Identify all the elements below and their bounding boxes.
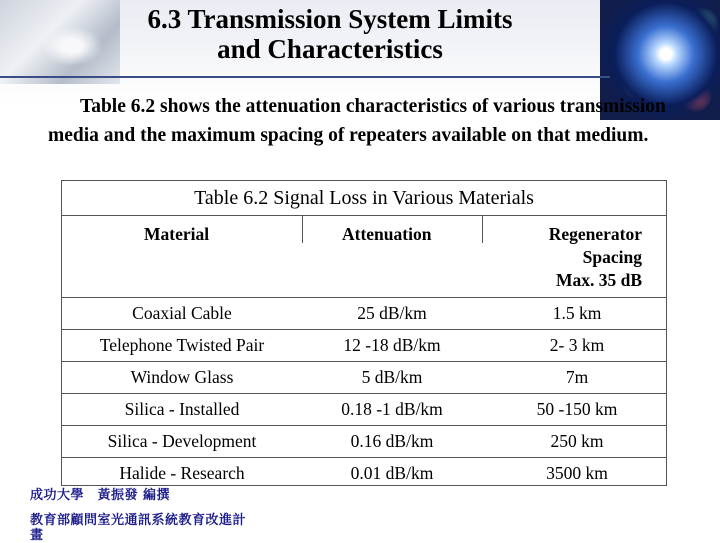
slide-title (60, 4, 600, 64)
cell-spacing: 250 km (550, 431, 604, 451)
title-line-2: and Characteristics (217, 34, 443, 64)
cell-spacing: 2- 3 km (549, 335, 605, 355)
header-material: Material (144, 224, 210, 244)
cell-attenuation: 0.16 dB/km (350, 431, 434, 451)
table-caption: Table 6.2 Signal Loss in Various Materials (62, 181, 666, 216)
header-regenerator-spacing (512, 223, 642, 292)
header-regen-line-1: Regenerator (548, 224, 642, 244)
cell-attenuation: 25 dB/km (357, 303, 427, 323)
footer-author: 成功大學 黃振發 編撰 (30, 488, 171, 503)
cell-material: Coaxial Cable (132, 303, 232, 323)
row-divider (62, 329, 666, 330)
cell-material: Window Glass (130, 367, 234, 387)
title-line-1: 6.3 Transmission System Limits (147, 4, 513, 34)
header-rule (0, 76, 610, 78)
footer-project-line-2: 畫 (30, 528, 44, 543)
intro-paragraph: Table 6.2 shows the attenuation characteristics of various transmission media and the maximum spacing of repeaters available on that medium. (48, 96, 666, 146)
cell-material: Telephone Twisted Pair (99, 335, 265, 355)
row-divider (62, 361, 666, 362)
row-divider (62, 425, 666, 426)
cell-spacing: 50 -150 km (536, 399, 618, 419)
row-divider (62, 297, 666, 298)
cell-attenuation: 5 dB/km (361, 367, 423, 387)
cell-spacing: 1.5 km (552, 303, 602, 323)
cell-material: Halide - Research (119, 463, 245, 483)
cell-material: Silica - Installed (124, 399, 240, 419)
header-col-divider (482, 216, 483, 243)
cell-attenuation: 0.18 -1 dB/km (341, 399, 443, 419)
header-regen-line-3: Max. 35 dB (555, 270, 642, 290)
footer-project-line-1: 教育部顧問室光通訊系統教育改進計 (30, 513, 247, 528)
header-col-divider (302, 216, 303, 243)
attenuation-table (61, 180, 667, 486)
cell-material: Silica - Development (107, 431, 257, 451)
row-divider (62, 393, 666, 394)
cell-attenuation: 0.01 dB/km (350, 463, 434, 483)
header-attenuation: Attenuation (342, 224, 432, 244)
cell-attenuation: 12 -18 dB/km (343, 335, 441, 355)
cell-spacing: 3500 km (546, 463, 608, 483)
header-regen-line-2: Spacing (582, 247, 642, 267)
row-divider (62, 457, 666, 458)
cell-spacing: 7m (565, 367, 589, 387)
